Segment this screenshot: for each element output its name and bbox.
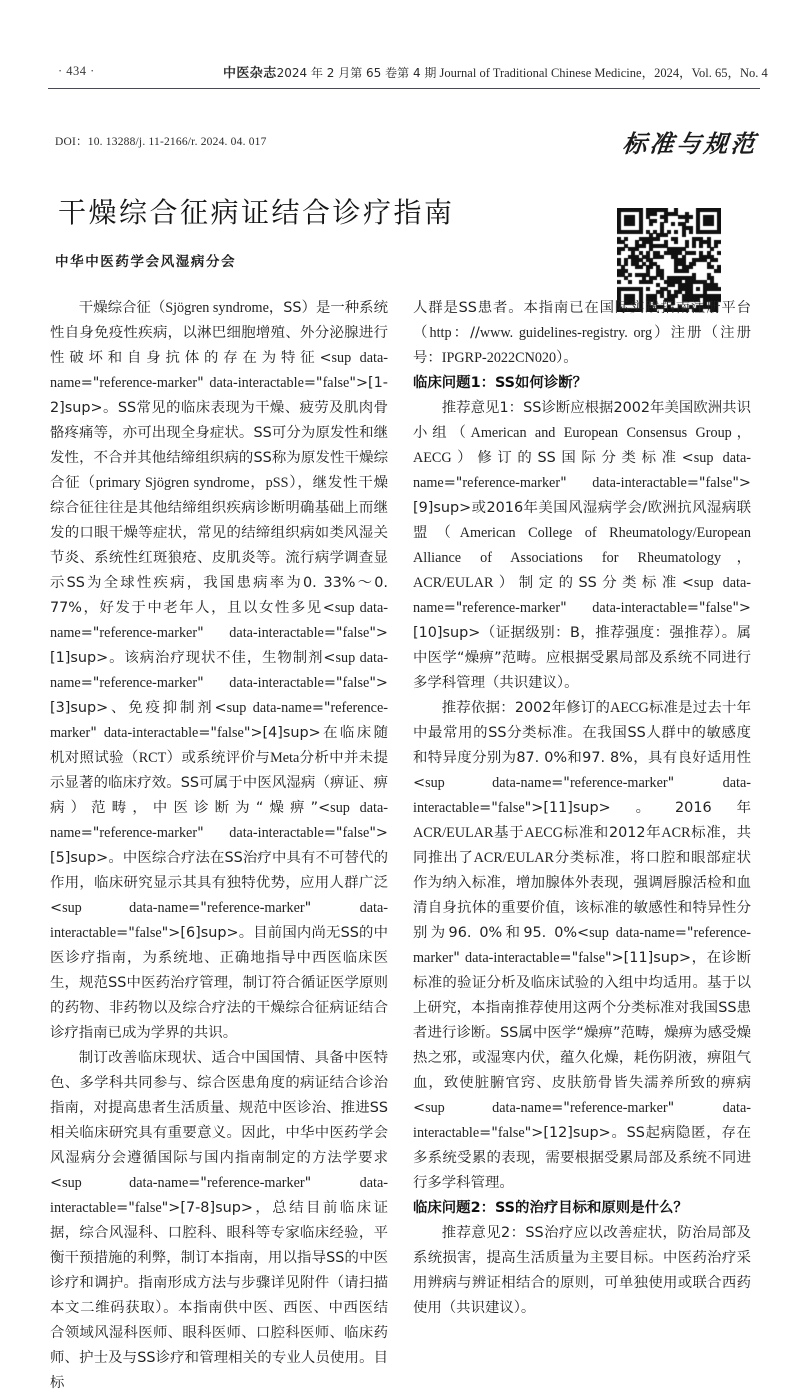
clinical-question-heading: 临床问题1：SS如何诊断？ (413, 375, 588, 391)
journal-title-en: Journal of Traditional Chinese Medicine，2024，Vol. 65，No. 4 (439, 66, 768, 80)
journal-title-zh: 中医杂志 (223, 66, 277, 81)
page-number: · 434 · (58, 64, 95, 78)
page-title: 干燥综合征病证结合诊疗指南 (58, 195, 455, 229)
header-rule (48, 88, 760, 89)
doi-line: DOI：10. 13288/j. 11-2166/r. 2024. 04. 017 (55, 136, 267, 148)
body-paragraph: 推荐意见1：SS诊断应根据2002年美国欧洲共识小组（American and European Consensus Group，AECG）修订的SS国际分类标准<sup data-name="reference-marker" data-interactable="false">[9]sup>或2016年美国风湿病学会/欧洲抗风湿病联盟（American College of Rheumatology/European Alliance of Associations for Rheumatology，ACR/EULAR）制定的SS分类标准<sup data-name="reference-marker" data-interactable="false">[10]sup>（证据级别：B，推荐强度：强推荐）。属中医学“燥痹”范畴。应根据受累局部及系统不同进行多学科管理（共识建议）。 (413, 400, 751, 691)
section-tag: 标准与规范 (621, 130, 760, 158)
body-paragraph: 人群是SS患者。本指南已在国际实践指南注册平台（http：//www. guidelines-registry. org）注册（注册号：IPGRP-2022CN020）。 (413, 300, 751, 366)
byline: 中华中医药学会风湿病分会 (55, 254, 237, 270)
journal-citation-line (223, 62, 768, 81)
body-paragraph: 干燥综合征（Sjögren syndrome，SS）是一种系统性自身免疫性疾病，以淋巴细胞增殖、外分泌腺进行性破坏和自身抗体的存在为特征<sup data-name="reference-marker" data-interactable="false">[1-2]sup>。SS常见的临床表现为干燥、疲劳及肌肉骨骼疼痛等，亦可出现全身症状。SS可分为原发性和继发性，不合并其他结缔组织病的SS称为原发性干燥综合征（primary Sjögren syndrome，pSS），继发性干燥综合征往往是其他结缔组织疾病诊断明确基础上而继发的口眼干燥等症状，常见的结缔组织病如类风湿关节炎、系统性红斑狼疮、皮肌炎等。流行病学调查显示SS为全球性疾病，我国患病率为0. 33%～0. 77%，好发于中老年人，且以女性多见<sup data-name="reference-marker" data-interactable="false">[1]sup>。该病治疗现状不佳，生物制剂<sup data-name="reference-marker" data-interactable="false">[3]sup>、免疫抑制剂<sup data-name="reference-marker" data-interactable="false">[4]sup>在临床随机对照试验（RCT）或系统评价与Meta分析中并未提示显著的临床疗效。SS可属于中医风湿病（痹证、痹病）范畴，中医诊断为“燥痹”<sup data-name="reference-marker" data-interactable="false">[5]sup>。中医综合疗法在SS治疗中具有不可替代的作用，临床研究显示其具有独特优势，应用人群广泛<sup data-name="reference-marker" data-interactable="false">[6]sup>。目前国内尚无SS的中医诊疗指南，为系统地、正确地指导中西医临床医生，规范SS中医药治疗管理，制订符合循证医学原则的药物、非药物以及综合疗法的干燥综合征病证结合诊疗指南已成为学界的共识。 (50, 300, 388, 1041)
journal-issue-zh: 2024 年 2 月第 65 卷第 4 期 (276, 66, 437, 80)
body-column-right (413, 296, 751, 1321)
body-paragraph: 推荐依据：2002年修订的AECG标准是过去十年中最常用的SS分类标准。在我国SS人群中的敏感度和特异度分别为87. 0%和97. 8%，具有良好适用性<sup data-name="reference-marker" data-interactable="false">[11]sup>。2016年ACR/EULAR基于AECG标准和2012年ACR标准，共同推出了ACR/EULAR分类标准，将口腔和眼部症状作为纳入标准，增加腺体外表现，强调唇腺活检和血清自身抗体的重要价值，该标准的敏感性和特异性分别为96. 0%和95. 0%<sup data-name="reference-marker" data-interactable="false">[11]sup>，在诊断标准的验证分析及临床试验的入组中均适用。基于以上研究，本指南推荐使用这两个分类标准对我国SS患者进行诊断。SS属中医学“燥痹”范畴，燥痹为感受燥热之邪，或湿寒内伏，蕴久化燥，耗伤阴液，痹阻气血，致使脏腑官窍、皮肤筋骨皆失濡养所致的痹病<sup data-name="reference-marker" data-interactable="false">[12]sup>。SS起病隐匿，存在多系统受累的表现，需要根据受累局部及系统不同进行多学科管理。 (413, 700, 751, 1191)
body-paragraph: 制订改善临床现状、适合中国国情、具备中医特色、多学科共同参与、综合医患角度的病证结合诊治指南，对提高患者生活质量、规范中医诊治、推进SS相关临床研究具有重要意义。因此，中华中医药学会风湿病分会遵循国际与国内指南制定的方法学要求<sup data-name="reference-marker" data-interactable="false">[7-8]sup>，总结目前临床证据，综合风湿科、口腔科、眼科等专家临床经验，平衡干预措施的利弊，制订本指南，用以指导SS的中医诊疗和调护。指南形成方法与步骤详见附件（请扫描本文二维码获取）。本指南供中医、西医、中西医结合领域风湿科医师、眼科医师、口腔科医师、临床药师、护士及与SS诊疗和管理相关的专业人员使用。目标 (50, 1050, 388, 1391)
clinical-question-heading: 临床问题2：SS的治疗目标和原则是什么？ (413, 1200, 688, 1216)
body-paragraph: 推荐意见2：SS治疗应以改善症状，防治局部及系统损害，提高生活质量为主要目标。中医药治疗采用辨病与辨证相结合的原则，可单独使用或联合西药使用（共识建议）。 (413, 1225, 751, 1316)
running-head (48, 62, 768, 84)
body-column-left (50, 296, 388, 1396)
